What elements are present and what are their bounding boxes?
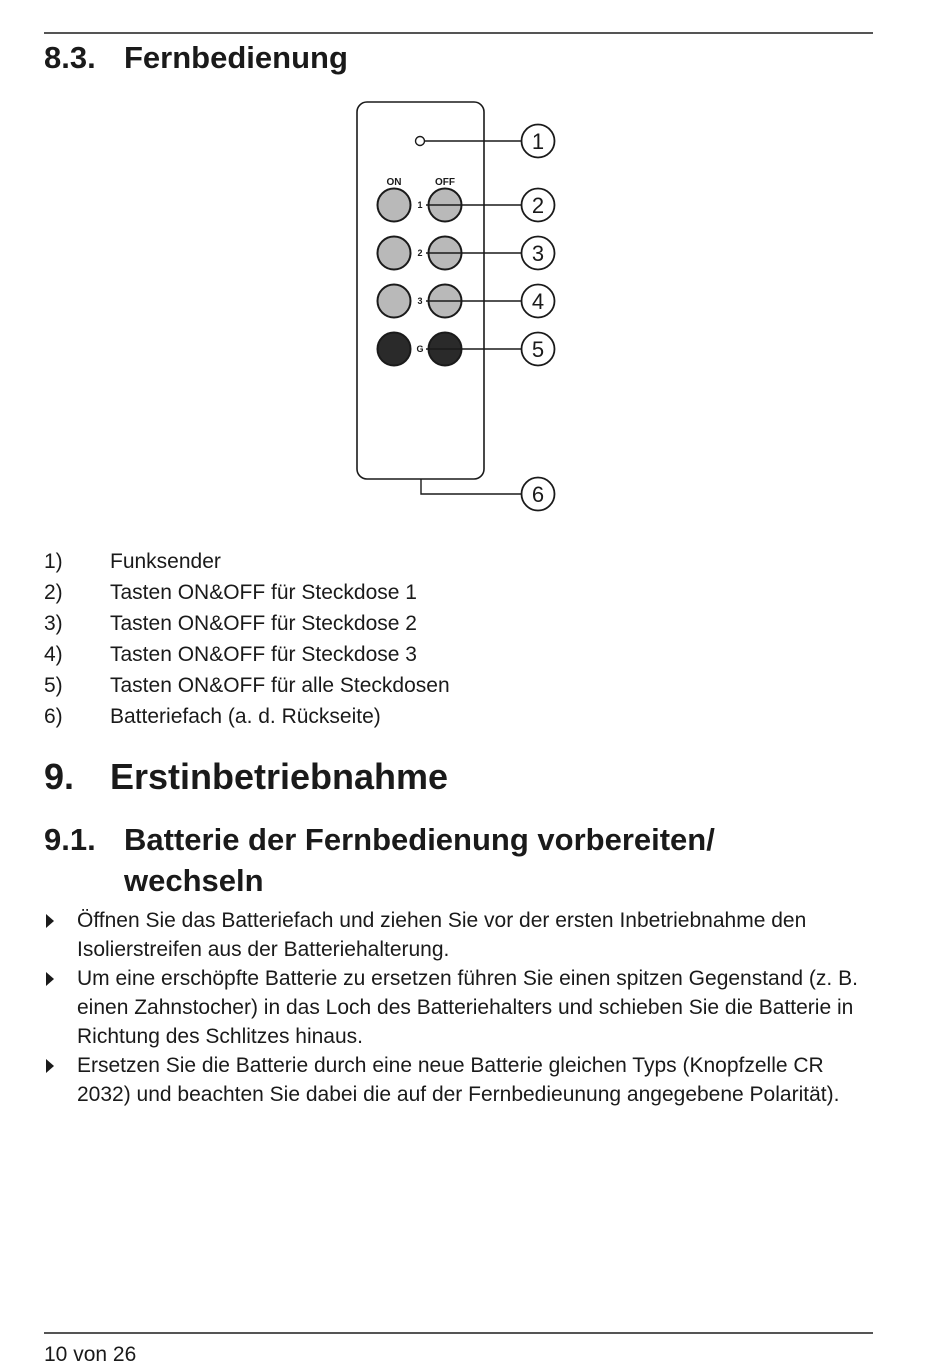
legend-text: Tasten ON&OFF für Steckdose 2 <box>110 612 417 635</box>
instruction-list <box>44 906 874 1109</box>
legend-number: 3) <box>44 612 63 635</box>
legend-text: Batteriefach (a. d. Rückseite) <box>110 705 381 728</box>
label-on: ON <box>386 177 402 188</box>
callout-1 <box>522 125 555 158</box>
remote-control-figure <box>340 95 580 530</box>
leader-line-6 <box>421 479 521 494</box>
callout-4 <box>522 285 555 318</box>
callout-3 <box>522 237 555 270</box>
instruction-text: Ersetzen Sie die Batterie durch eine neue Batterie gleichen Typs (Knopfzelle CR 2032) und beachten Sie dabei die auf der Fernbedieunung angegebene Polarität). <box>77 1054 840 1106</box>
remote-control-drawing <box>340 95 580 525</box>
instruction-text: Um eine erschöpfte Batterie zu ersetzen führen Sie einen spitzen Gegenstand (z. B. einen Zahnstocher) in das Loch des Batteriehalters und schieben Sie die Batterie in Richtung des Schlitzes hinaus. <box>77 967 858 1048</box>
svg-text:4: 4 <box>531 289 545 314</box>
row-label-2: 2 <box>417 248 423 258</box>
section-9-1-number: 9.1. <box>44 822 96 857</box>
triangle-bullet-icon <box>46 914 54 928</box>
remote-body <box>357 102 484 479</box>
legend-text: Funksender <box>110 550 221 573</box>
top-rule <box>44 32 873 34</box>
callout-2 <box>522 189 555 222</box>
legend-number: 4) <box>44 643 63 666</box>
svg-text:2: 2 <box>531 193 545 218</box>
legend-text: Tasten ON&OFF für Steckdose 1 <box>110 581 417 604</box>
svg-text:3: 3 <box>531 241 545 266</box>
button-on-3 <box>378 285 411 318</box>
legend-number: 1) <box>44 550 63 573</box>
row-label-1: 1 <box>417 200 423 210</box>
radio-transmitter-led <box>416 137 425 146</box>
legend-text: Tasten ON&OFF für alle Steckdosen <box>110 674 450 697</box>
button-on-1 <box>378 189 411 222</box>
row-label-3: 3 <box>417 296 423 306</box>
instruction-item <box>44 1051 874 1109</box>
legend-number: 2) <box>44 581 63 604</box>
instruction-item <box>44 906 874 964</box>
page-number: 10 von 26 <box>44 1343 137 1366</box>
svg-text:6: 6 <box>531 482 545 507</box>
legend-number: 6) <box>44 705 63 728</box>
callout-5 <box>522 333 555 366</box>
legend-number: 5) <box>44 674 63 697</box>
label-off: OFF <box>435 177 455 188</box>
callout-6 <box>522 478 555 511</box>
button-on-all <box>378 333 411 366</box>
row-label-g: G <box>416 344 424 354</box>
section-9-number: 9. <box>44 756 75 797</box>
section-9-1-title-line1: Batterie der Fernbedienung vorbereiten/ <box>124 822 715 857</box>
section-9-1-title-line2: wechseln <box>124 863 264 898</box>
svg-text:1: 1 <box>531 129 545 154</box>
triangle-bullet-icon <box>46 1059 54 1073</box>
legend-text: Tasten ON&OFF für Steckdose 3 <box>110 643 417 666</box>
instruction-item <box>44 964 874 1051</box>
button-on-2 <box>378 237 411 270</box>
svg-text:5: 5 <box>531 337 545 362</box>
section-9-title: Erstinbetriebnahme <box>110 756 449 797</box>
instruction-text: Öffnen Sie das Batteriefach und ziehen Sie vor der ersten Inbetriebnahme den Isolierstreifen aus der Batteriehalterung. <box>77 909 807 961</box>
bottom-rule <box>44 1332 873 1334</box>
triangle-bullet-icon <box>46 972 54 986</box>
section-8-3-title: Fernbedienung <box>124 40 348 75</box>
section-8-3-number: 8.3. <box>44 40 96 75</box>
